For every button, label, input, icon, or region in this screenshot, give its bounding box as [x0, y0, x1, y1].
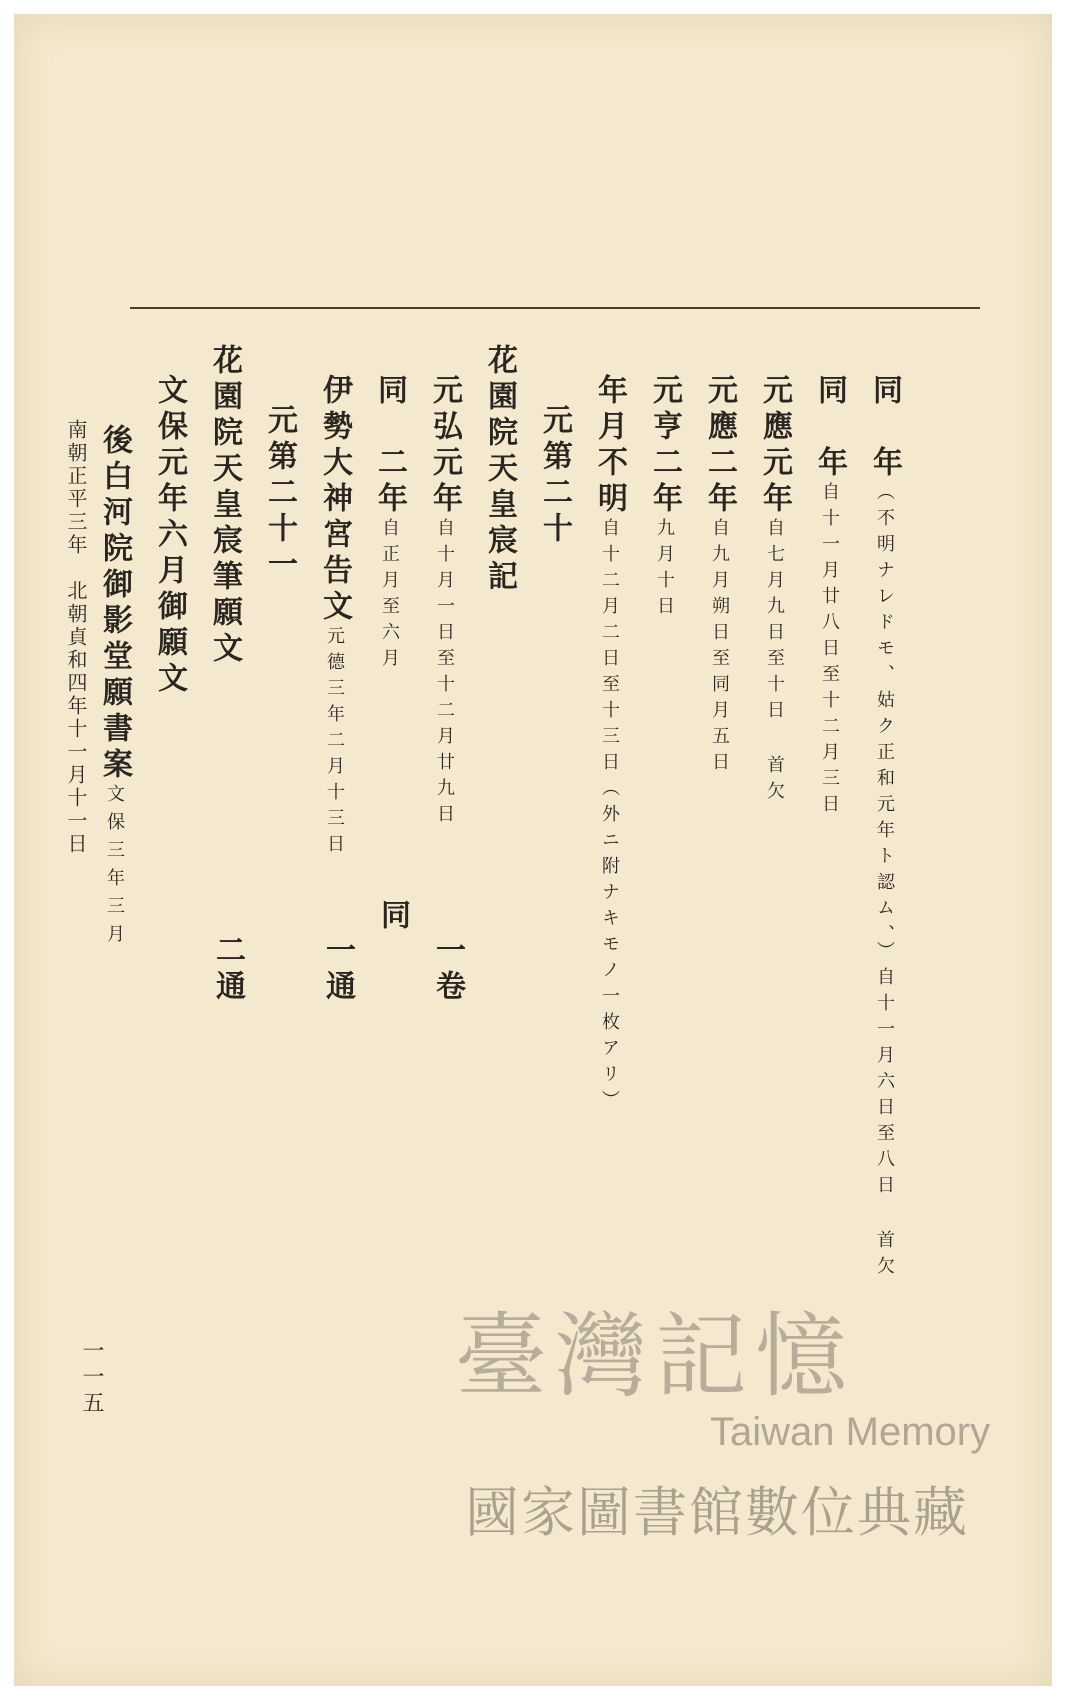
item-count-4: [210, 934, 245, 1006]
column-heading: 文保元年六月御願文: [152, 374, 187, 698]
text-column-14: [152, 374, 187, 698]
column-note: 自七月九日至十日 首欠: [764, 518, 785, 807]
text-column-1: [867, 374, 902, 1282]
column-heading: 元亨二年: [647, 374, 682, 518]
column-heading: 伊勢大神宮告文: [317, 374, 352, 626]
item-count: 二通: [210, 934, 245, 1006]
column-note: 自九月朔日至同月五日: [709, 518, 730, 778]
watermark-title: 臺灣記憶: [455, 1303, 856, 1410]
column-note: 自十一月廿八日至十二月三日: [819, 482, 840, 820]
text-column-7: [537, 404, 572, 548]
text-column-5: [647, 374, 682, 622]
column-heading: 元應元年: [757, 374, 792, 518]
column-heading: 元第二十: [537, 404, 572, 548]
column-note: 自十月一日至十二月廿九日: [434, 518, 455, 830]
column-heading: 同 年: [867, 374, 902, 482]
text-column-8: [482, 344, 517, 596]
column-note: 自正月至六月: [379, 518, 400, 674]
watermark-english: Taiwan Memory: [710, 1410, 991, 1454]
column-heading: 後白河院御影堂願書案: [97, 424, 132, 784]
item-count-1: [430, 934, 465, 1006]
text-column-12: [262, 404, 297, 584]
text-column-13: [207, 344, 242, 668]
column-heading: 花園院天皇宸記: [482, 344, 517, 596]
column-note: 九月十日: [654, 518, 675, 622]
text-column-11: [317, 374, 352, 860]
text-column-15: [97, 424, 132, 952]
column-heading: 元第二十一: [262, 404, 297, 584]
column-heading: 元弘元年: [427, 374, 462, 518]
text-column-6: [592, 374, 627, 1116]
text-column-10: [372, 374, 407, 674]
column-heading: 年月不明: [592, 374, 627, 518]
item-count-2: [375, 899, 410, 935]
column-heading: 同 二年: [372, 374, 407, 518]
horizontal-rule: [130, 307, 980, 309]
column-note: 自十二月二日至十三日（外ニ附ナキモノ一枚アリ）: [599, 518, 620, 1116]
item-count: 一卷: [430, 934, 465, 1006]
text-column-3: [757, 374, 792, 807]
watermark-chinese: 國家圖書館數位典藏: [465, 1481, 969, 1544]
text-column-2: [812, 374, 847, 820]
page-number: 一一五: [79, 1339, 104, 1417]
column-heading: 花園院天皇宸筆願文: [207, 344, 242, 668]
item-count: 一通: [320, 934, 355, 1006]
item-count-3: [320, 934, 355, 1006]
footer-date: 南朝正平三年 北朝貞和四年十一月十一日: [64, 419, 88, 856]
text-column-9: [427, 374, 462, 830]
text-column-4: [702, 374, 737, 778]
item-count: 同: [375, 899, 410, 935]
column-note: 文保三年三月: [104, 784, 125, 952]
column-note: （不明ナレドモ、姑ク正和元年ト認ム、）自十一月六日至八日 首欠: [874, 482, 895, 1282]
column-note: 元德三年二月十三日: [324, 626, 345, 860]
column-heading: 同 年: [812, 374, 847, 482]
column-heading: 元應二年: [702, 374, 737, 518]
